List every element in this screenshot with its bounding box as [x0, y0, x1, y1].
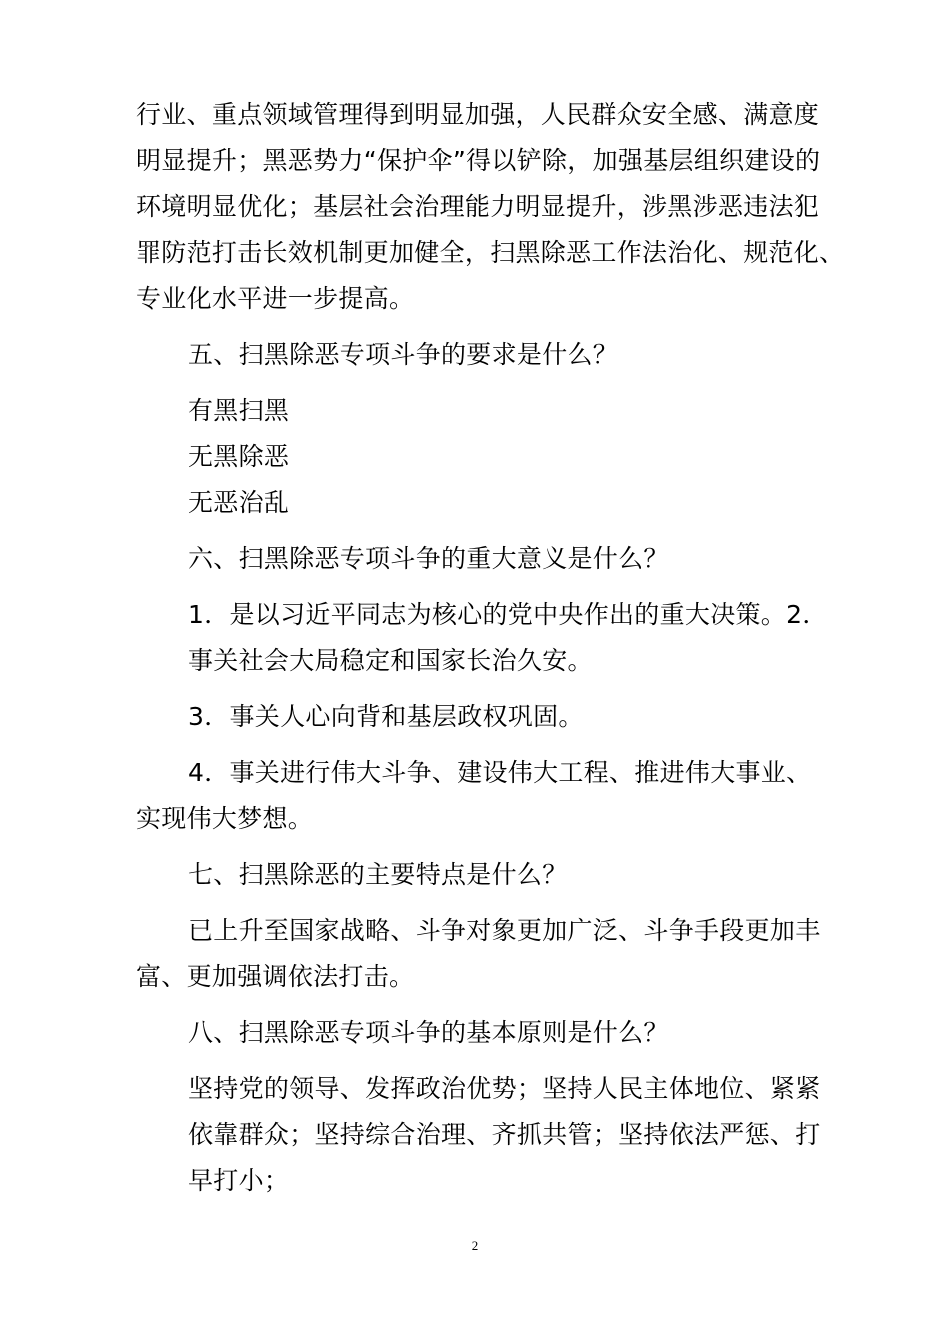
paragraph-line: 明显提升；黑恶势力“保护伞”得以铲除，加强基层组织建设的: [136, 146, 821, 175]
paragraph-line: 环境明显优化；基层社会治理能力明显提升，涉黑涉恶违法犯: [136, 192, 820, 221]
paragraph-line: 富、更加强调依法打击。: [136, 962, 415, 991]
paragraph-line: 罪防范打击长效机制更加健全，扫黑除恶工作法治化、规范化、: [136, 238, 845, 267]
paragraph-line: 1．是以习近平同志为核心的党中央作出的重大决策。2．: [188, 600, 828, 629]
section-heading: 五、扫黑除恶专项斗争的要求是什么？: [188, 340, 619, 369]
section-heading: 八、扫黑除恶专项斗争的基本原则是什么？: [188, 1018, 669, 1047]
paragraph-line: 行业、重点领域管理得到明显加强，人民群众安全感、满意度: [136, 100, 820, 129]
section-heading: 六、扫黑除恶专项斗争的重大意义是什么？: [188, 544, 669, 573]
paragraph-line: 事关社会大局稳定和国家长治久安。: [188, 646, 593, 675]
list-item: 无黑除恶: [188, 442, 290, 471]
paragraph-line: 已上升至国家战略、斗争对象更加广泛、斗争手段更加丰: [188, 916, 821, 945]
list-item: 无恶治乱: [188, 488, 290, 517]
paragraph-line: 依靠群众；坚持综合治理、齐抓共管；坚持依法严惩、打: [188, 1120, 821, 1149]
paragraph-line: 实现伟大梦想。: [136, 804, 314, 833]
page-number: 2: [471, 1238, 479, 1253]
paragraph-line: 4．事关进行伟大斗争、建设伟大工程、推进伟大事业、: [188, 758, 812, 787]
section-heading: 七、扫黑除恶的主要特点是什么？: [188, 860, 568, 889]
paragraph-line: 专业化水平进一步提高。: [136, 284, 415, 313]
paragraph-line: 早打小；: [188, 1166, 290, 1195]
document-body: [136, 92, 845, 1204]
paragraph-line: 3．事关人心向背和基层政权巩固。: [188, 702, 584, 731]
list-item: 有黑扫黑: [188, 396, 290, 425]
paragraph-line: 坚持党的领导、发挥政治优势；坚持人民主体地位、紧紧: [188, 1074, 821, 1103]
